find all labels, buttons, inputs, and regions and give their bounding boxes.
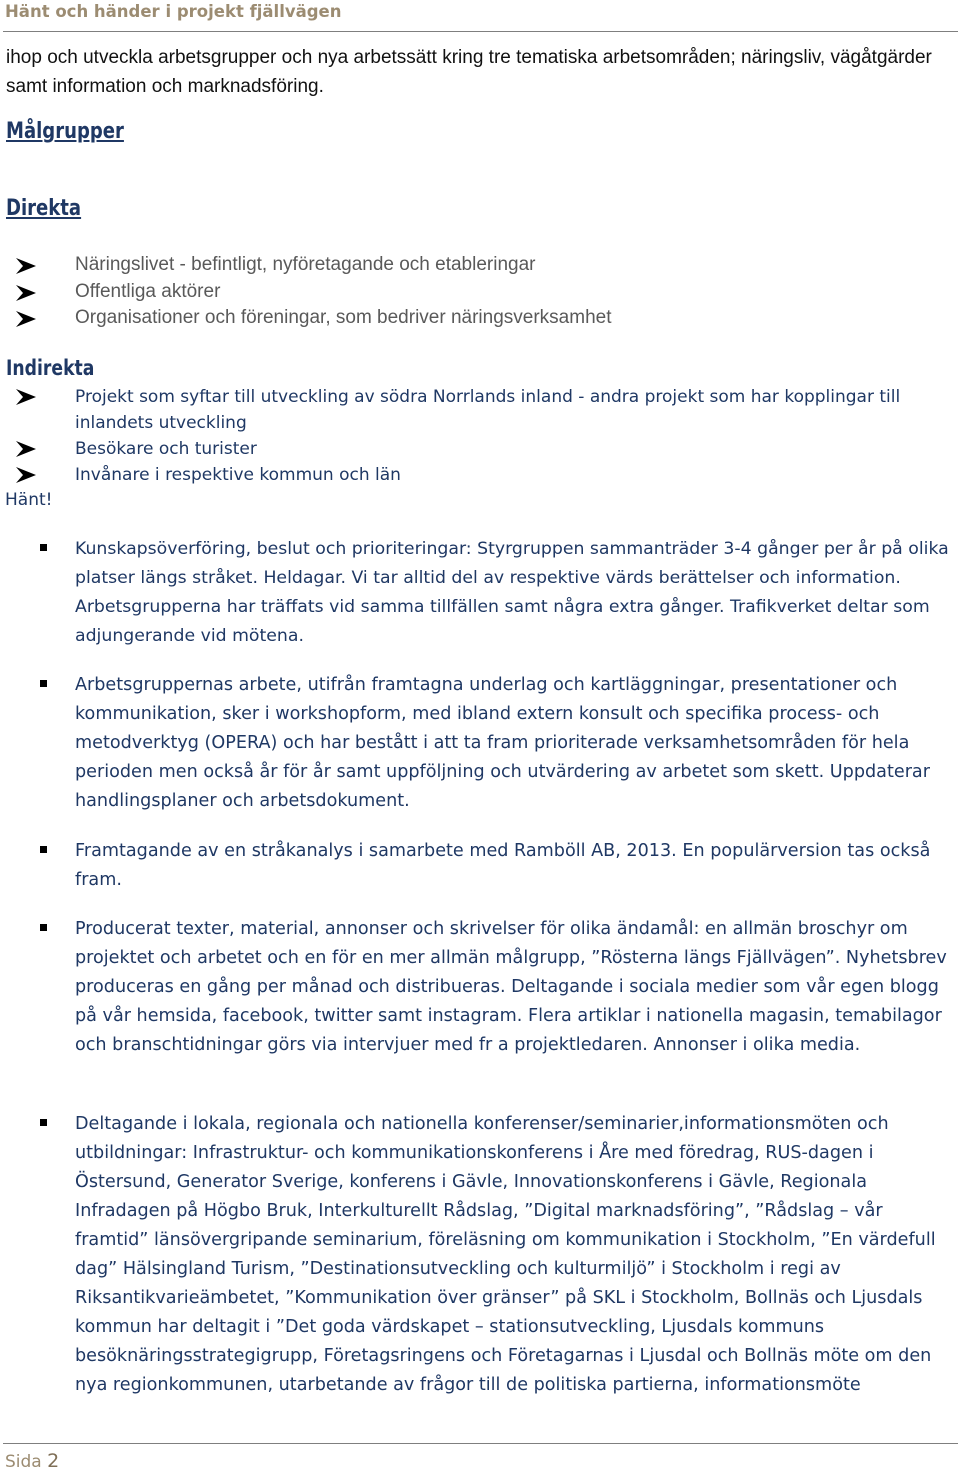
list-item — [0, 279, 900, 306]
square-bullet-icon — [40, 846, 47, 853]
list-item — [0, 252, 900, 279]
arrow-bullet-icon — [14, 439, 38, 459]
hant-item-text: Kunskapsöverföring, beslut och prioriteringar: Styrgruppen sammanträder 3-4 gånger per år på olika platser längs stråket. Heldagar. Vi tar alltid del av respektive värds berättelser och information. Arbetsgrupperna har träffats vid samma tillfällen samt några extra gånger. Trafikverket deltar som adjungerande vid mötena. — [75, 539, 949, 646]
list-item — [0, 436, 955, 462]
list-item-text: Besökare och turister — [75, 439, 257, 459]
hant-item-text: Producerat texter, material, annonser och skrivelser för olika ändamål: en allmän broschyr om projektet och arbetet och en för en mer allmän målgrupp, ”Rösterna längs Fjällvägen”. Nyhetsbrev produceras en gång per månad och distribueras. Deltagande i sociala medier som vår egen blogg på vår hemsida, facebook, twitter samt instagram. Flera artiklar i nationella magasin, temabilagor och branschtidningar görs via intervjuer med fr a projektledaren. Annonser i olika media. — [75, 919, 947, 1055]
page-number: 2 — [47, 1450, 60, 1472]
heading-direkta: Direkta — [6, 196, 82, 221]
direkta-list — [0, 252, 900, 332]
hant-item — [0, 837, 955, 895]
heading-malgrupper: Målgrupper — [6, 119, 124, 144]
list-item — [0, 462, 955, 488]
list-item-text: Näringslivet - befintligt, nyföretagande och etableringar — [75, 254, 536, 275]
hant-item-text: Framtagande av en stråkanalys i samarbete med Ramböll AB, 2013. En populärversion tas också fram. — [75, 841, 931, 890]
arrow-bullet-icon — [14, 465, 38, 485]
arrow-bullet-icon — [14, 309, 38, 329]
hant-label: Hänt! — [5, 490, 53, 510]
square-bullet-icon — [40, 544, 47, 551]
list-item — [0, 305, 900, 332]
page-header-title: Hänt och händer i projekt fjällvägen — [5, 2, 342, 21]
list-item-text: Invånare i respektive kommun och län — [75, 465, 401, 485]
arrow-bullet-icon — [14, 387, 38, 407]
header-divider — [3, 31, 958, 32]
hant-item-text: Arbetsgruppernas arbete, utifrån framtagna underlag och kartläggningar, presentationer och kommunikation, sker i workshopform, med ibland extern konsult och specifika process- och metodverktyg (OPERA) och har bestått i att ta fram prioriterade verksamhetsområden för hela perioden men också år för år samt uppföljning och utvärdering av arbetet som skett. Uppdaterar handlingsplaner och arbetsdokument. — [75, 675, 930, 811]
page-footer — [5, 1450, 59, 1472]
indirekta-list — [0, 384, 955, 488]
hant-item — [0, 671, 955, 816]
footer-divider — [3, 1443, 958, 1444]
hant-item-text: Deltagande i lokala, regionala och nationella konferenser/seminarier,informationsmöten och utbildningar: Infrastruktur- och kommunikationskonferens i Åre med föredrag, RUS-dagen i Östersund, Generator Sverige, konferens i Gävle, Innovationskonferens i Gävle, Regionala Infradagen på Högbo Bruk, Interkulturellt Rådslag, ”Digital marknadsföring”, ”Rådslag – vår framtid” länsövergripande seminarium, föreläsning om kommunikation i Stockholm, ”En värdefull dag” Hälsingland Turism, ”Destinationsutveckling och kulturmiljö” i Stockholm i regi av Riksantikvarieämbetet, ”Kommunikation över gränser” på SKL i Stockholm, Bollnäs och Ljusdals kommun har deltagit i ”Det goda värdskapet – stationsutveckling, Ljusdals kommuns besöknäringsstrategigrupp, Företagsringens och Företagarnas i Ljusdal och Bollnäs möte om den nya regionkommunen, utarbetande av frågor till de politiska partierna, informationsmöte — [75, 1114, 936, 1395]
heading-indirekta: Indirekta — [6, 356, 95, 380]
intro-paragraph: ihop och utveckla arbetsgrupper och nya arbetssätt kring tre tematiska arbetsområden; näringsliv, vägåtgärder samt information och marknadsföring. — [6, 47, 932, 97]
list-item — [0, 384, 955, 436]
arrow-bullet-icon — [14, 256, 38, 276]
list-item-text: Organisationer och föreningar, som bedriver näringsverksamhet — [75, 307, 612, 328]
arrow-bullet-icon — [14, 283, 38, 303]
hant-item — [0, 535, 955, 651]
hant-item — [0, 1110, 955, 1400]
square-bullet-icon — [40, 924, 47, 931]
list-item-text: Offentliga aktörer — [75, 280, 221, 302]
footer-label: Sida — [5, 1452, 42, 1472]
square-bullet-icon — [40, 1119, 47, 1126]
hant-item — [0, 915, 955, 1060]
list-item-text: Projekt som syftar till utveckling av södra Norrlands inland - andra projekt som har kopplingar till inlandets utveckling — [75, 387, 901, 433]
square-bullet-icon — [40, 680, 47, 687]
